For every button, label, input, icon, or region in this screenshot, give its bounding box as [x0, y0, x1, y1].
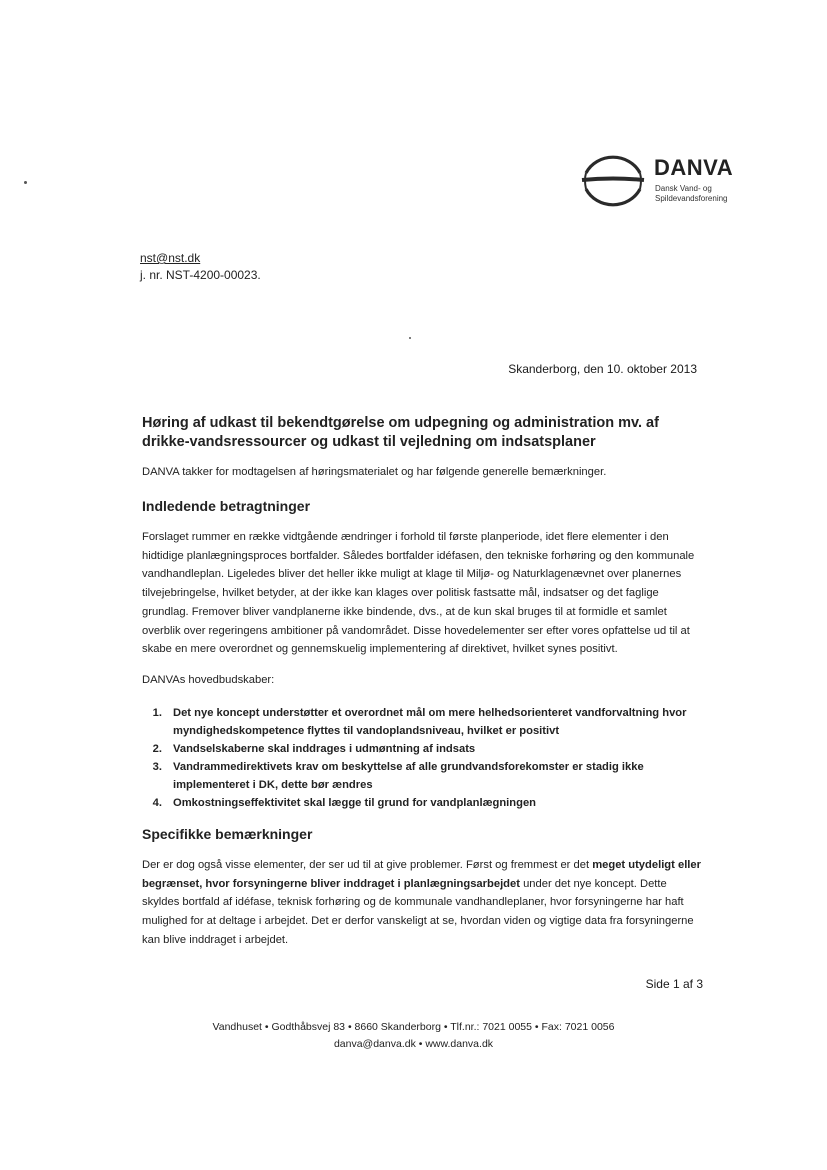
list-item-number: 4. [152, 797, 162, 809]
list-item-number: 3. [152, 761, 162, 773]
list-item [142, 794, 702, 812]
emphasized-text: meget utydeligt eller begrænset, hvor forsyningerne bliver inddraget i planlægningsarbejdet [142, 859, 701, 890]
recipient-email-link[interactable]: nst@nst.dk [140, 251, 201, 265]
list-item-number: 2. [152, 743, 162, 755]
list-item-text: Vandrammedirektivets krav om beskyttelse af alle grundvandsforekomster er stadig ikke implementeret i DK, dette bør ændres [173, 761, 644, 791]
section-heading-indledende: Indledende betragtninger [142, 498, 311, 514]
scan-speck [24, 181, 27, 184]
list-item-text: Det nye koncept understøtter et overordnet mål om mere helhedsorienteret vandforvaltning hvor myndighedskompetence flyttes til vandoplandsniveau, hvilket er positivt [173, 707, 687, 737]
letter-title: Høring af udkast til bekendtgørelse om udpegning og administration mv. af drikke-vandsressourcer og udkast til vejledning om indsatsplaner [142, 415, 659, 450]
page-number: Side 1 af 3 [645, 977, 703, 991]
list-item [142, 740, 702, 758]
letter-date: Skanderborg, den 10. oktober 2013 [508, 362, 697, 376]
footer-address: Vandhuset • Godthåbsvej 83 • 8660 Skanderborg • Tlf.nr.: 7021 0055 • Fax: 7021 0056 [212, 1021, 615, 1033]
scan-speck [409, 337, 411, 339]
list-item-text: Vandselskaberne skal inddrages i udmøntning af indsats [173, 743, 476, 755]
section-heading-specifikke: Specifikke bemærkninger [142, 826, 313, 842]
list-intro: DANVAs hovedbudskaber: [142, 674, 275, 686]
logo-subtitle-line2: Spildevandsforening [655, 194, 728, 203]
paragraph-text: Der er dog også visse elementer, der ser ud til at give problemer. Først og fremmest er det [142, 859, 593, 871]
list-item-text: Omkostningseffektivitet skal lægge til grund for vandplanlægningen [173, 797, 537, 809]
danva-logo [578, 145, 738, 217]
list-item-number: 1. [152, 707, 162, 719]
danva-logo-icon [578, 145, 648, 217]
key-messages-list [142, 704, 702, 812]
list-item [142, 758, 702, 794]
logo-wordmark: DANVA [654, 155, 734, 180]
intro-paragraph: DANVA takker for modtagelsen af høringsmaterialet og har følgende generelle bemærkninger. [142, 466, 607, 478]
section-body-specifikke [142, 856, 702, 950]
list-item [142, 704, 702, 740]
footer-contact: danva@danva.dk • www.danva.dk [333, 1038, 494, 1050]
journal-number: j. nr. NST-4200-00023. [140, 268, 261, 282]
paragraph-text: under det nye koncept. Dette skyldes bortfald af idéfase, teknisk forhøring og de kommunale vandhandleplaner, hvor forsyningerne har haft mulighed for at deltage i arbejdet. Det er derfor vanskeligt at se, hvordan viden og vigtige data fra forsyningerne kan blive inddraget i arbejdet. [142, 877, 694, 946]
section-body-indledende: Forslaget rummer en række vidtgående ændringer i forhold til første planperiode, idet flere elementer i den hidtidige planlægningsproces bortfalder. Således bortfalder idéfasen, den tekniske forhøring og den kommunale vandhandleplan. Ligeledes bliver det heller ikke muligt at klage til Miljø- og Naturklagenævnet over planernes tilvejebringelse, hvilket betyder, at der ikke kan klages over politisk fastsatte mål, indsatser og det faglige grundlag. Fremover bliver vandplanerne ikke bindende, dvs., at de kun skal bruges til at formidle et samlet overblik over regeringens ambitioner på vandområdet. Disse hovedelementer ser efter vores opfattelse ud til at skabe en mere overordnet og gennemskuelig implementering af direktivet, hvilket synes positivt. [142, 531, 695, 656]
logo-subtitle-line1: Dansk Vand- og [655, 184, 712, 193]
